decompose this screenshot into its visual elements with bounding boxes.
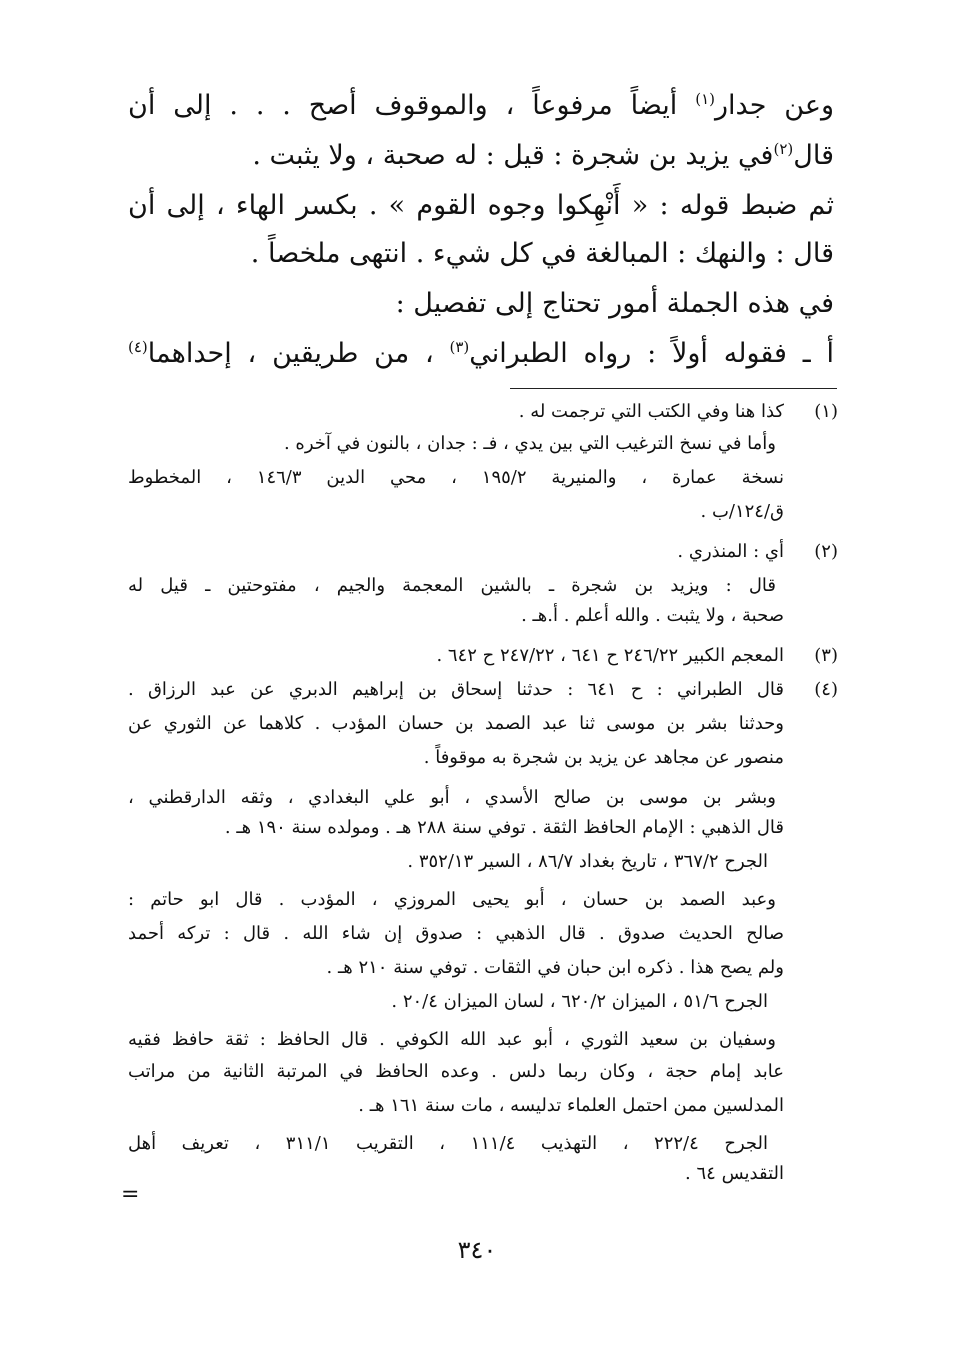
footnote-text: وحدثنا بشر بن موسى ثنا عبد الصمد بن حسان المؤدب . كلاهما عن الثوري عن	[128, 713, 784, 734]
footnote-text: عابد إمام حجة ، وكان ربما دلس . وعده الحافظ في المرتبة الثانية من مراتب	[128, 1061, 784, 1082]
footnote-text: نسخة عمارة ، والمنيرية ١٩٥/٢ ، محي الدين ١٤٦/٣ ، المخطوط	[128, 467, 785, 488]
continuation-mark: =	[121, 1182, 140, 1207]
footnote-text: وعبد الصمد بن حسان ، أبو يحيى المروزي ، المؤدب . قال ابو حاتم :	[128, 889, 776, 910]
footnote-text: كذا هنا وفي الكتب التي ترجمت له .	[518, 401, 784, 422]
text-run: أيضاً مرفوعاً ، والموقوف أصح . . . إلى أن	[128, 90, 696, 121]
text-run: ثم ضبط قوله : « أَنْهِكوا وجوه القوم » . بكسر الهاء ، إلى أن	[128, 190, 834, 221]
footnote-number: (٤)	[814, 679, 838, 700]
main-line	[128, 284, 834, 324]
footnote-text: الجرح ٢٢٢/٤ ، التهذيب ١١١/٤ ، التقريب ٣١١/١ ، تعريف أهل	[128, 1133, 768, 1154]
footnote-number: (١)	[814, 401, 838, 422]
footnote-text: وأما في نسخ الترغيب التي بين يدي ، فـ : جدان ، بالنون في آخره .	[283, 433, 776, 454]
main-line	[128, 136, 834, 176]
footnote-ref: (٣)	[449, 338, 470, 356]
text-run: قال	[793, 140, 834, 171]
footnote-text: ولم يصح هذا . ذكره ابن حبان في الثقات . توفي سنة ٢١٠ هـ .	[326, 957, 784, 978]
page-number: ٣٤٠	[457, 1236, 497, 1264]
main-line	[128, 234, 834, 274]
footnote-text: صالح الحديث صدوق . قال الذهبي : صدوق إن شاء الله . قال : تركه أحمد	[128, 923, 784, 944]
footnote-number: (٢)	[814, 541, 838, 562]
text-run: في هذه الجملة أمور تحتاج إلى تفصيل :	[395, 288, 834, 319]
footnote-text: الجرح ٥١/٦ ، الميزان ٦٢٠/٢ ، لسان الميزان ٢٠/٤ .	[391, 991, 768, 1012]
footnote-text: المعجم الكبير ٢٤٦/٢٢ ح ٦٤١ ، ٢٤٧/٢٢ ح ٦٤٢ .	[436, 645, 784, 666]
footnote-text: وسفيان بن سعيد الثوري ، أبو عبد الله الكوفي . قال الحافظ : ثقة حافظ فقيه	[128, 1029, 776, 1050]
footnote-text: أي : المنذري .	[677, 541, 784, 562]
footnote-text: التقديس ٦٤ .	[685, 1163, 784, 1184]
main-line	[128, 86, 834, 126]
text-run: أ ـ فقوله أولاً : رواه الطبراني	[469, 338, 834, 369]
text-run: ، من طريقين ، إحداهما	[147, 338, 450, 369]
footnote-text: وبشر بن موسى بن صالح الأسدي ، أبو علي البغدادي ، وثقه الدارقطني ،	[128, 787, 776, 808]
footnote-text: منصور عن مجاهد عن يزيد بن شجرة به موقوفاً .	[423, 747, 784, 768]
footnote-text: قال : ويزيد بن شجرة ـ بالشين المعجمة والجيم ، مفتوحتين ـ قيل له	[128, 575, 776, 596]
footnote-text: صحبة ، ولا يثبت . والله أعلم . أ.هـ .	[521, 605, 784, 626]
text-run: قال : والنهك : المبالغة في كل شيء . انتهى ملخصاً .	[250, 238, 834, 269]
footnote-text: ق/١٢٤/ب .	[700, 501, 784, 522]
footnote-separator	[510, 388, 837, 389]
footnote-text: قال الذهبي : الإمام الحافظ الثقة . توفي سنة ٢٨٨ هـ . ومولده سنة ١٩٠ هـ .	[224, 817, 784, 838]
footnote-ref: (٤)	[128, 338, 148, 356]
footnote-ref: (٢)	[773, 140, 794, 158]
footnote-text: الجرح ٣٦٧/٢ ، تاريخ بغداد ٨٦/٧ ، السير ٣٥٢/١٣ .	[407, 851, 768, 872]
text-run: في يزيد بن شجرة : قيل : له صحبة ، ولا يثبت .	[252, 140, 774, 171]
footnote-number: (٣)	[814, 645, 838, 666]
main-line	[128, 334, 834, 374]
main-line	[128, 186, 834, 226]
footnote-text: قال الطبراني : ح ٦٤١ : حدثنا إسحاق بن إبراهيم الدبري عن عبد الرزاق .	[128, 679, 784, 700]
text-run: وعن جدار	[715, 90, 834, 121]
footnote-ref: (١)	[695, 90, 715, 108]
footnote-text: المدلسين ممن احتمل العلماء تدليسه ، مات سنة ١٦١ هـ .	[358, 1095, 784, 1116]
